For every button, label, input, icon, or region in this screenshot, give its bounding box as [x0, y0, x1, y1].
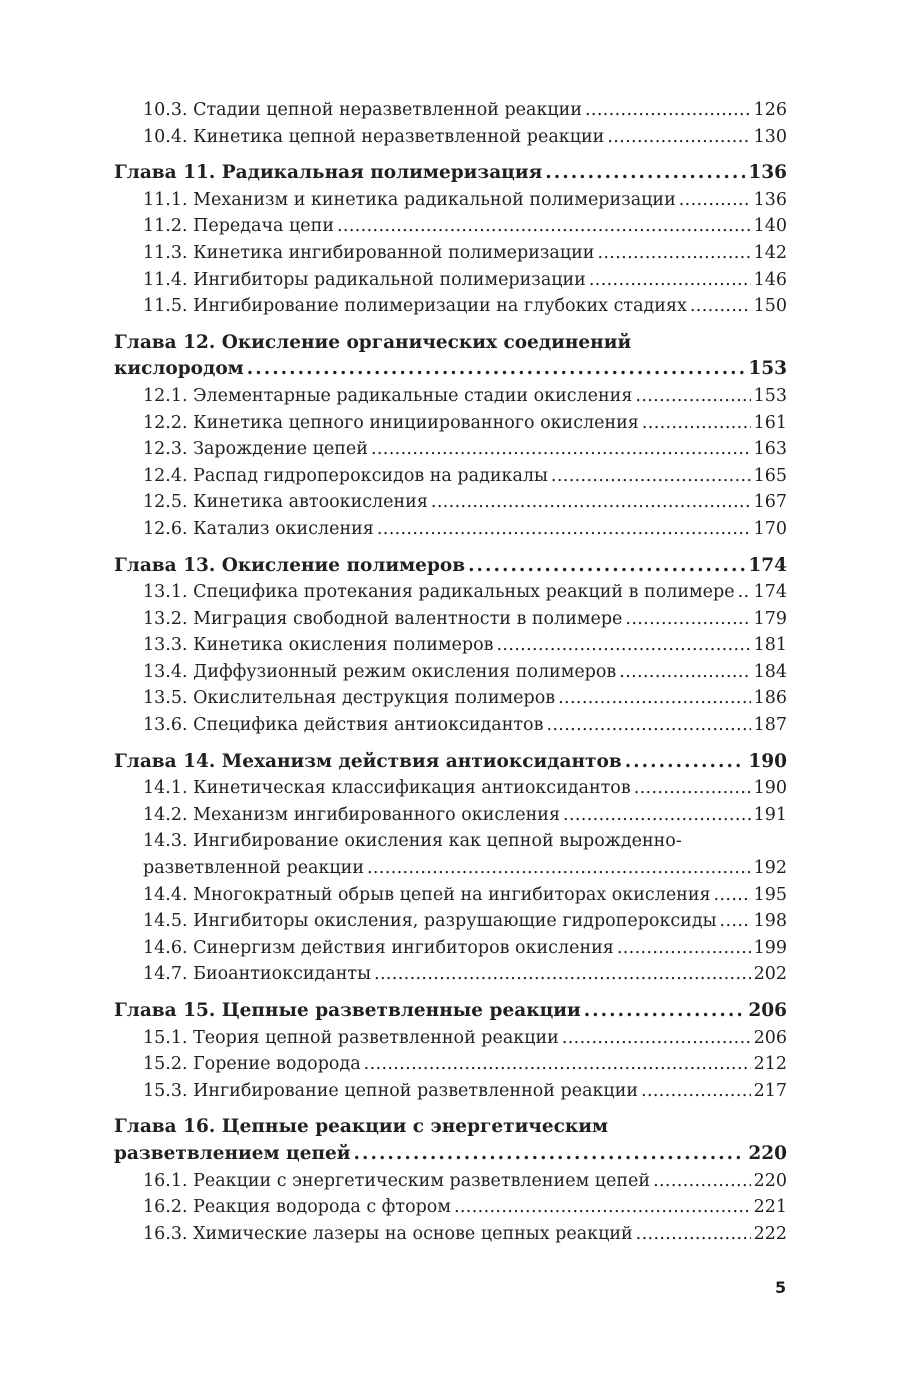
entry-page: 220: [753, 1170, 787, 1191]
toc-entry-13-2[interactable]: [114, 606, 787, 633]
toc-entry-14-4[interactable]: [114, 882, 787, 909]
toc-entry-10-4[interactable]: [114, 124, 787, 151]
table-of-contents: [114, 97, 787, 1247]
entry-page: 212: [753, 1054, 787, 1075]
toc-entry-14-7[interactable]: [114, 961, 787, 988]
toc-entry-15-1[interactable]: [114, 1025, 787, 1052]
entry-page: 126: [753, 100, 787, 120]
dot-leader: [607, 124, 750, 151]
toc-entry-12-6[interactable]: [114, 516, 787, 543]
entry-page: 186: [753, 688, 787, 709]
entry-title: 12.2. Кинетика цепного инициированного окисления: [143, 412, 639, 433]
toc-chapter-12[interactable]: [114, 356, 787, 383]
dot-leader: [635, 383, 750, 410]
entry-title: 11.2. Передача цепи: [143, 216, 334, 237]
toc-chapter-11[interactable]: [114, 160, 787, 187]
entry-title: 13.2. Миграция свободной валентности в полимере: [143, 608, 623, 629]
entry-title: 14.1. Кинетическая классификация антиоксидантов: [143, 778, 631, 799]
dot-leader: [584, 998, 746, 1025]
entry-title: 14.2. Механизм ингибированного окисления: [143, 804, 561, 825]
toc-entry-11-2[interactable]: [114, 213, 787, 240]
entry-title: 10.4. Кинетика цепной неразветвленной реакции: [143, 126, 605, 147]
entry-page: 199: [753, 937, 787, 958]
toc-entry-13-1[interactable]: [114, 579, 787, 606]
toc-entry-14-1[interactable]: [114, 775, 787, 802]
entry-title: 14.4. Многократный обрыв цепей на ингибиторах окисления: [143, 884, 711, 905]
dot-leader: [714, 882, 751, 909]
toc-chapter-13[interactable]: [114, 553, 787, 580]
entry-page: 170: [753, 518, 787, 539]
chapter-title: Глава 15. Цепные разветвленные реакции: [114, 1000, 581, 1021]
toc-entry-11-1[interactable]: [114, 187, 787, 214]
entry-title: 14.7. Биоантиоксиданты: [143, 964, 372, 985]
entry-title: 11.5. Ингибирование полимеризации на глубоких стадиях: [143, 296, 687, 317]
dot-leader: [354, 1141, 746, 1168]
toc-entry-11-5[interactable]: [114, 293, 787, 320]
entry-page: 202: [753, 964, 787, 985]
chapter-page: 206: [748, 1000, 787, 1021]
toc-entry-12-1[interactable]: [114, 383, 787, 410]
entry-title: 16.1. Реакции с энергетическим разветвлением цепей: [143, 1170, 651, 1191]
dot-leader: [634, 775, 751, 802]
entry-title: 11.1. Механизм и кинетика радикальной полимеризации: [143, 189, 676, 210]
entry-page: 192: [753, 858, 787, 879]
toc-entry-14-3-line1[interactable]: 14.3. Ингибирование окисления как цепной вырожденно-: [143, 831, 682, 852]
dot-leader: [558, 685, 750, 712]
entry-page: 163: [753, 439, 787, 460]
toc-entry-12-2[interactable]: [114, 410, 787, 437]
toc-chapter-14[interactable]: [114, 749, 787, 776]
entry-page: 140: [753, 216, 787, 237]
entry-title: 11.3. Кинетика ингибированной полимеризации: [143, 242, 595, 263]
entry-title: 12.6. Катализ окисления: [143, 518, 374, 539]
toc-entry-16-3[interactable]: [114, 1221, 787, 1248]
entry-page: 184: [753, 661, 787, 682]
chapter-page: 190: [748, 750, 787, 772]
entry-page: 217: [753, 1080, 787, 1101]
entry-page: 206: [753, 1027, 787, 1048]
entry-page: 179: [753, 608, 787, 629]
dot-leader: [738, 579, 751, 606]
dot-leader: [551, 463, 751, 490]
toc-chapter-12-title-line1[interactable]: Глава 12. Окисление органических соединений: [114, 331, 632, 353]
toc-chapter-16[interactable]: [114, 1141, 787, 1168]
dot-leader: [597, 240, 750, 267]
chapter-page: 136: [748, 162, 787, 184]
toc-entry-14-2[interactable]: [114, 802, 787, 829]
entry-page: 161: [753, 412, 787, 433]
chapter-title: Глава 11. Радикальная полимеризация: [114, 162, 543, 184]
entry-title: 16.3. Химические лазеры на основе цепных реакций: [143, 1223, 633, 1244]
dot-leader: [585, 97, 751, 124]
dot-leader: [364, 1051, 751, 1078]
entry-title: 13.5. Окислительная деструкция полимеров: [143, 688, 556, 709]
dot-leader: [625, 749, 746, 776]
entry-title: 11.4. Ингибиторы радикальной полимеризации: [143, 269, 586, 290]
entry-title: 12.5. Кинетика автоокисления: [143, 492, 428, 513]
entry-page: 150: [753, 296, 787, 317]
entry-title: 12.4. Распад гидропероксидов на радикалы: [143, 465, 548, 486]
dot-leader: [617, 935, 751, 962]
dot-leader: [545, 160, 745, 187]
entry-page: 222: [753, 1223, 787, 1244]
dot-leader: [619, 659, 750, 686]
chapter-page: 153: [748, 358, 787, 380]
entry-title: 15.3. Ингибирование цепной разветвленной реакции: [143, 1080, 639, 1101]
toc-entry-15-2[interactable]: [114, 1051, 787, 1078]
dot-leader: [454, 1194, 751, 1221]
entry-title: 13.6. Специфика действия антиоксидантов: [143, 715, 544, 736]
dot-leader: [377, 516, 751, 543]
page-number: 5: [775, 1278, 787, 1297]
toc-entry-12-5[interactable]: [114, 489, 787, 516]
entry-title: 12.3. Зарождение цепей: [143, 439, 368, 460]
entry-page: 191: [753, 804, 787, 825]
entry-page: 136: [753, 189, 787, 210]
toc-entry-14-3[interactable]: [114, 855, 787, 882]
toc-entry-12-3[interactable]: [114, 436, 787, 463]
dot-leader: [371, 436, 751, 463]
entry-page: 221: [753, 1197, 787, 1218]
dot-leader: [679, 187, 751, 214]
entry-page: 174: [753, 582, 787, 603]
dot-leader: [563, 802, 751, 829]
entry-page: 153: [753, 385, 787, 406]
chapter-title: Глава 14. Механизм действия антиоксидантов: [114, 750, 622, 772]
dot-leader: [546, 712, 750, 739]
toc-entry-11-4[interactable]: [114, 267, 787, 294]
toc-entry-13-5[interactable]: [114, 685, 787, 712]
dot-leader: [589, 267, 751, 294]
dot-leader: [642, 410, 751, 437]
dot-leader: [337, 213, 751, 240]
toc-entry-16-2[interactable]: [114, 1194, 787, 1221]
dot-leader: [653, 1168, 751, 1195]
dot-leader: [468, 553, 745, 580]
toc-entry-16-1[interactable]: [114, 1168, 787, 1195]
entry-page: 142: [753, 242, 787, 263]
dot-leader: [431, 489, 751, 516]
entry-page: 187: [753, 715, 787, 736]
dot-leader: [625, 606, 750, 633]
dot-leader: [562, 1025, 751, 1052]
entry-title-line2: разветвленной реакции: [143, 858, 364, 879]
toc-chapter-15[interactable]: [114, 998, 787, 1025]
entry-page: 165: [753, 465, 787, 486]
entry-page: 181: [753, 635, 787, 656]
entry-title: 15.1. Теория цепной разветвленной реакции: [143, 1027, 559, 1048]
toc-entry-14-5[interactable]: [114, 908, 787, 935]
dot-leader: [690, 293, 751, 320]
dot-leader: [720, 908, 751, 935]
entry-page: 167: [753, 492, 787, 513]
entry-page: 146: [753, 269, 787, 290]
chapter-title: Глава 13. Окисление полимеров: [114, 554, 466, 576]
dot-leader: [247, 356, 746, 383]
chapter-page: 220: [748, 1142, 787, 1164]
entry-title: 10.3. Стадии цепной неразветвленной реакции: [143, 100, 582, 120]
dot-leader: [641, 1078, 751, 1105]
toc-entry-15-3[interactable]: [114, 1078, 787, 1105]
toc-entry-14-6[interactable]: [114, 935, 787, 962]
entry-title: 16.2. Реакция водорода с фтором: [143, 1197, 451, 1218]
entry-title: 13.3. Кинетика окисления полимеров: [143, 635, 494, 656]
entry-page: 130: [753, 126, 787, 147]
dot-leader: [367, 855, 751, 882]
toc-chapter-16-title-line1[interactable]: Глава 16. Цепные реакции с энергетическим: [114, 1116, 609, 1138]
entry-title: 15.2. Горение водорода: [143, 1054, 361, 1075]
toc-entry-13-4[interactable]: [114, 659, 787, 686]
entry-title: 12.1. Элементарные радикальные стадии окисления: [143, 385, 633, 406]
dot-leader: [636, 1221, 751, 1248]
chapter-page: 174: [748, 554, 787, 576]
toc-entry-12-4[interactable]: [114, 463, 787, 490]
dot-leader: [374, 961, 751, 988]
entry-title: 14.6. Синергизм действия ингибиторов окисления: [143, 937, 614, 958]
toc-entry-10-3[interactable]: [114, 97, 787, 124]
chapter-title-line2: разветвлением цепей: [114, 1142, 351, 1164]
toc-entry-11-3[interactable]: [114, 240, 787, 267]
entry-page: 190: [753, 778, 787, 799]
toc-entry-13-3[interactable]: [114, 632, 787, 659]
dot-leader: [496, 632, 750, 659]
entry-title: 13.1. Специфика протекания радикальных реакций в полимере: [143, 582, 735, 603]
toc-entry-13-6[interactable]: [114, 712, 787, 739]
entry-title: 13.4. Диффузионный режим окисления полимеров: [143, 661, 617, 682]
chapter-title-line2: кислородом: [114, 358, 244, 380]
entry-page: 198: [753, 911, 787, 932]
entry-title: 14.5. Ингибиторы окисления, разрушающие гидропероксиды: [143, 911, 717, 932]
entry-page: 195: [753, 884, 787, 905]
